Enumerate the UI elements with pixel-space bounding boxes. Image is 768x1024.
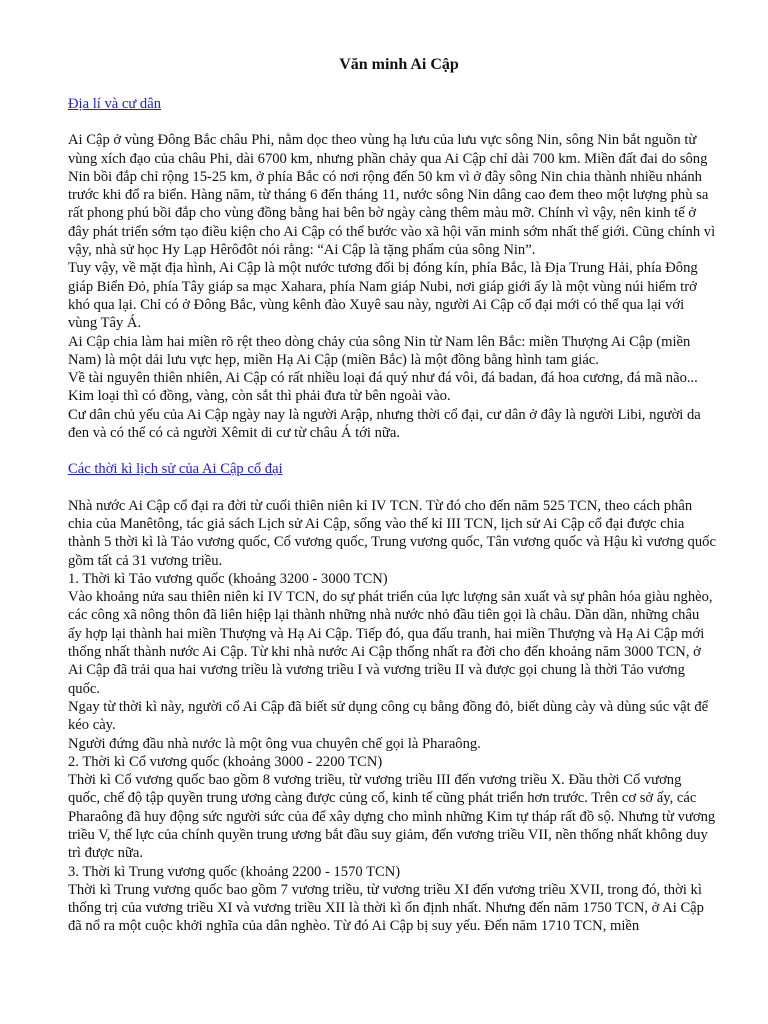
spacer [68,479,716,497]
paragraph: Tuy vậy, về mặt địa hình, Ai Cập là một nước tương đối bị đóng kín, phía Bắc, là Địa Trung Hải, phía Đông giáp Biển Đỏ, phía Tây giáp sa mạc Xahara, phía Nam giáp Nubi, nơi giáp giới ấy là một vùng núi hiểm trở khó qua lại. Chỉ có ở Đông Bắc, vùng kênh đào Xuyê sau này, người Ai Cập cổ đại mới có thể qua lại với vùng Tây Á. [68,260,698,332]
paragraph: Nhà nước Ai Cập cổ đại ra đời từ cuối thiên niên kỉ IV TCN. Từ đó cho đến năm 525 TCN, theo cách phân chia của Manêtông, tác giả sách Lịch sử Ai Cập, sống vào thế kỉ III TCN, lịch sử Ai Cập cổ đại được chia thành 5 thời kì là Tảo vương quốc, Cổ vương quốc, Trung vương quốc, Tân vương quốc và Hậu kì vương quốc gồm tất cả 31 vương triều. [68,497,716,569]
section-link-history-periods[interactable]: Các thời kì lịch sử của Ai Cập cổ đại [68,461,283,478]
document-title: Văn minh Ai Cập [339,56,459,73]
paragraph: Ai Cập chia làm hai miền rõ rệt theo dòng chảy của sông Nin từ Nam lên Bắc: miền Thượng Ai Cập (miền Nam) là một dải lưu vực hẹp, miền Hạ Ai Cập (miền Bắc) là một đồng bằng hình tam giác. [68,333,691,368]
paragraph: Thời kì Cổ vương quốc bao gồm 8 vương triều, từ vương triều III đến vương triều X. Đầu thời Cổ vương quốc, chế độ tập quyền trung ương càng được củng cố, kinh tế cũng phát triển hơn trước. Trên cơ sở ấy, các Pharaông đã huy động sức người sức của để xây dựng cho mình những Kim tự tháp rất đồ sộ. Nhưng từ vương triều V, thế lực của chính quyền trung ương bắt đầu suy giảm, đến vương triều VII, nền thống nhất không duy trì được nữa. [68,772,716,862]
spacer [68,113,716,131]
period-heading: 3. Thời kì Trung vương quốc (khoảng 2200 - 1570 TCN) [68,863,401,880]
paragraph: Ai Cập ở vùng Đông Bắc châu Phi, nằm dọc theo vùng hạ lưu của lưu vực sông Nin, sông Nin bắt nguồn từ vùng xích đạo của châu Phi, dài 6700 km, nhưng phần chảy qua Ai Cập chỉ dài 700 km. Miền đất đai do sông Nin bồi đắp chỉ rộng 15-25 km, ở phía Bắc có nơi rộng đến 50 km vì ở đây sông Nin chia thành nhiều nhánh trước khi đổ ra biển. Hàng năm, từ tháng 6 đến tháng 11, nước sông Nin dâng cao đem theo một lượng phù sa rất phong phú bồi đắp cho vùng đồng bằng hai bên bờ ngày càng thêm màu mỡ. Chính vì vậy, nên kinh tế ở đây phát triển sớm tạo điều kiện cho Ai Cập có thể bước vào xã hội văn minh sớm nhất thế giới. Cũng chính vì vậy, nhà sử học Hy Lạp Hêrôđôt nói rằng: “Ai Cập là tặng phẩm của sông Nin”. [68,132,716,259]
document-page [68,55,716,936]
section-link-geography[interactable]: Địa lí và cư dân [68,96,162,112]
paragraph: Thời kì Trung vương quốc bao gồm 7 vương triều, từ vương triều XI đến vương triều XVII, trong đó, thời kì thống trị của vương triều XI và vương triều XII là thời kì ổn định nhất. Nhưng đến năm 1750 TCN, ở Ai Cập đã nổ ra một cuộc khởi nghĩa của dân nghèo. Từ đó Ai Cập bị suy yếu. Đến năm 1710 TCN, miền [68,881,704,935]
paragraph: Cư dân chủ yếu của Ai Cập ngày nay là người Arập, nhưng thời cổ đại, cư dân ở đây là người Libi, người da đen và có thể có cả người Xêmit di cư từ châu Á tới nữa. [68,406,701,442]
spacer [68,442,716,460]
paragraph: Người đứng đầu nhà nước là một ông vua chuyên chế gọi là Pharaông. [68,735,481,752]
paragraph: Về tài nguyên thiên nhiên, Ai Cập có rất nhiều loại đá quý như đá vôi, đá badan, đá hoa cương, đá mã não... Kim loại thì có đồng, vàng, còn sắt thì phải đưa từ bên ngoài vào. [68,370,698,405]
period-heading: 2. Thời kì Cổ vương quốc (khoảng 3000 - 2200 TCN) [68,753,383,770]
paragraph: Vào khoảng nửa sau thiên niên kỉ IV TCN, do sự phát triển của lực lượng sản xuất và sự phân hóa giàu nghèo, các công xã nông thôn đã liên hiệp lại thành những nhà nước nhỏ đầu tiên gọi là châu. Dần dần, những châu ấy hợp lại thành hai miền Thượng và Hạ Ai Cập. Tiếp đó, qua đấu tranh, hai miền Thượng và Hạ Ai Cập mới thống nhất thành nước Ai Cập. Từ khi nhà nước Ai Cập thống nhất ra đời cho đến khoảng năm 3000 TCN, ở Ai Cập đã trải qua hai vương triều là vương triều I và vương triều II và được gọi chung là thời Tảo vương quốc. [68,589,713,697]
paragraph: Ngay từ thời kì này, người cổ Ai Cập đã biết sử dụng công cụ bằng đồng đỏ, biết dùng cày và dùng súc vật để kéo cày. [68,698,709,734]
period-heading: 1. Thời kì Tảo vương quốc (khoảng 3200 - 3000 TCN) [68,570,388,587]
